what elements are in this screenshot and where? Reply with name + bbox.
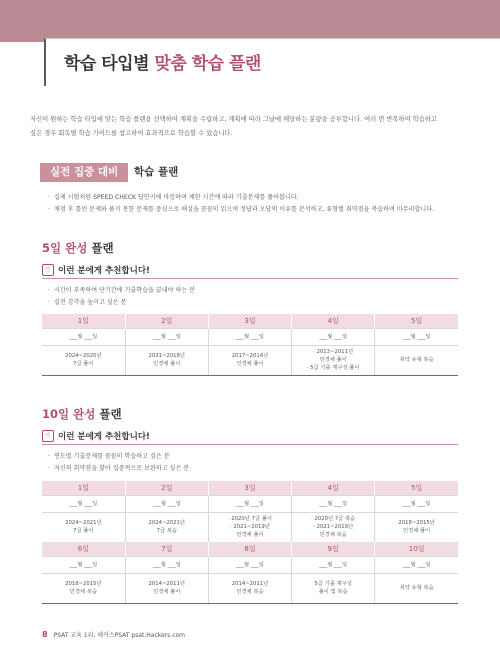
date-field: ___월 ___일 [125, 556, 208, 573]
day-header: 8일 [208, 542, 291, 556]
list-item: · 실제 시험처럼 SPEED CHECK 답안지에 마킹하며 제한 시간에 따라 기출문제를 풀어봅니다. [48, 192, 434, 204]
day-header: 1일 [42, 481, 125, 495]
task-cell: 취약 유형 복습 [375, 573, 458, 603]
day-header: 9일 [292, 542, 375, 556]
plan5-bullets [48, 285, 195, 308]
task-cell: · 2013~2011년 민경채 풀이 · 5급 기출 재구성 풀이 [292, 345, 375, 375]
task-cell: 2024~2020년 7급 풀이 [42, 345, 125, 375]
page-footer [42, 630, 185, 639]
task-cell: 2024~2021년 7급 풀이 [42, 512, 125, 542]
date-field: ___월 ___일 [292, 328, 375, 345]
list-item: · 자신의 취약점을 찾아 집중적으로 보완하고 싶은 분 [48, 463, 189, 475]
plan5-heading: 5일 완성 플랜 [42, 241, 114, 255]
task-cell: 2014~2011년 민경채 복습 [208, 573, 291, 603]
date-field: ___월 ___일 [292, 556, 375, 573]
recommend-title: 이런 분에게 추천합니다! [58, 432, 150, 442]
task-cell: 2017~2014년 민경채 풀이 [208, 345, 291, 375]
section-title: 학습 플랜 [134, 166, 179, 178]
date-field: ___월 ___일 [375, 328, 458, 345]
list-item: · 시간이 부족하여 단기간에 기출학습을 끝내야 하는 분 [48, 285, 195, 297]
day-header: 3일 [208, 481, 291, 495]
task-cell: 취약 유형 복습 [375, 345, 458, 375]
thumbs-up-icon: ☝ [42, 430, 54, 442]
plan5-recommend-row [42, 263, 458, 279]
footer-text: PSAT 교육 1위, 해커스PSAT psat.Hackers.com [53, 632, 186, 639]
task-cell: 2014~2011년 민경채 풀이 [125, 573, 208, 603]
header-band [0, 0, 500, 42]
page-number: 8 [42, 630, 48, 639]
thumbs-up-icon: ☝ [42, 264, 54, 276]
plan10-recommend-row [42, 429, 458, 445]
date-field: ___월 ___일 [125, 495, 208, 512]
task-cell: 2024~2021년 7급 복습 [125, 512, 208, 542]
list-item: · 채점 후 틀린 문제와 풀지 못한 문제를 중심으로 해설을 꼼꼼히 읽으며 정답과 오답의 이유를 분석하고, 유형별 취약점을 복습하며 마무리합니다. [48, 204, 434, 216]
task-cell: 2018~2015년 민경채 복습 [42, 573, 125, 603]
recommend-title: 이런 분에게 추천합니다! [58, 266, 150, 276]
section-badge: 실전 집중 대비 [40, 163, 128, 182]
plan10-bullets [48, 451, 189, 474]
day-header: 5일 [375, 314, 458, 328]
day-header: 1일 [42, 314, 125, 328]
date-field: ___월 ___일 [208, 495, 291, 512]
plan10-table [42, 481, 458, 604]
date-field: ___월 ___일 [208, 556, 291, 573]
day-header: 3일 [208, 314, 291, 328]
task-cell: 2018~2015년 민경채 풀이 [375, 512, 458, 542]
date-field: ___월 ___일 [375, 495, 458, 512]
page-title: 학습 타입별 맞춤 학습 플랜 [64, 54, 261, 74]
task-cell: 5급 기출 재구성 풀이 및 복습 [292, 573, 375, 603]
intro-paragraph [30, 113, 475, 141]
day-header: 4일 [292, 481, 375, 495]
date-field: ___월 ___일 [375, 556, 458, 573]
day-header: 5일 [375, 481, 458, 495]
day-header: 7일 [125, 542, 208, 556]
list-item: · 연도별 기출문제를 꼼꼼히 학습하고 싶은 분 [48, 451, 189, 463]
task-cell: · 2020년 7급 풀이 · 2021~2019년 민경채 풀이 [208, 512, 291, 542]
date-field: ___월 ___일 [125, 328, 208, 345]
list-item: · 실전 감각을 높이고 싶은 분 [48, 297, 195, 309]
plan5-table [42, 314, 458, 376]
plan10-heading: 10일 완성 플랜 [42, 407, 122, 421]
day-header: 4일 [292, 314, 375, 328]
date-field: ___월 ___일 [42, 328, 125, 345]
day-header: 2일 [125, 314, 208, 328]
date-field: ___월 ___일 [42, 495, 125, 512]
date-field: ___월 ___일 [42, 556, 125, 573]
intro-line: 자신이 원하는 학습 타입에 맞는 학습 플랜을 선택하여 계획을 수립하고, 계획에 따라 그날에 해당하는 분량을 공부합니다. 여러 번 반복하여 학습하고 [30, 116, 438, 123]
task-cell: · 2020년 7급 복습 · 2021~2019년 민경채 복습 [292, 512, 375, 542]
day-header: 2일 [125, 481, 208, 495]
task-cell: 2021~2018년 민경채 풀이 [125, 345, 208, 375]
intro-line: 싶은 경우 회독별 학습 가이드를 참고하여 효과적으로 학습할 수 있습니다. [30, 130, 233, 137]
date-field: ___월 ___일 [292, 495, 375, 512]
section-bullets [48, 192, 434, 215]
day-header: 6일 [42, 542, 125, 556]
day-header: 10일 [375, 542, 458, 556]
date-field: ___월 ___일 [208, 328, 291, 345]
